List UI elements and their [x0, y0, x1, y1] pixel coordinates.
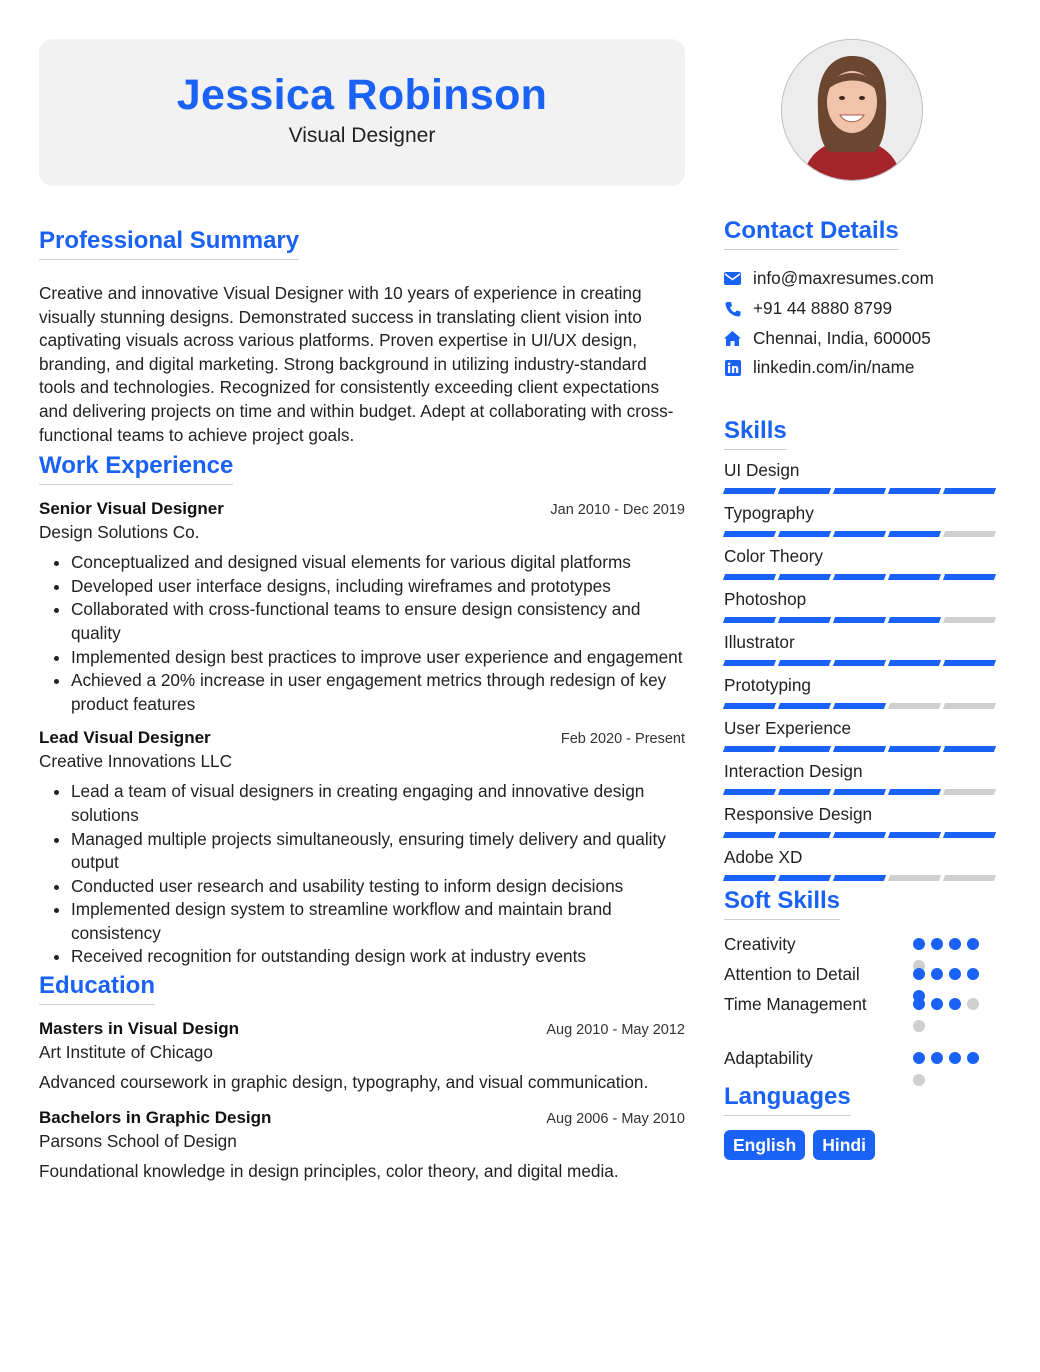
job-role: Lead Visual Designer [39, 728, 211, 748]
soft-skills-section [724, 886, 1000, 1082]
rating-dot [967, 938, 979, 950]
soft-skill-name: Time Management [724, 993, 867, 1014]
skill-level-segment [943, 488, 996, 494]
job-bullet: • Implemented design system to streamline workflow and maintain brand consistency [71, 898, 685, 945]
experience-heading: Work Experience [39, 451, 233, 485]
rating-dot [913, 938, 925, 950]
skill-name: Adobe XD [724, 846, 803, 867]
soft-skill-name: Adaptability [724, 1047, 813, 1068]
skill-level-segment [833, 703, 886, 709]
experience-section [39, 451, 685, 969]
main-column [39, 39, 685, 1183]
language-pill: Hindi [813, 1130, 875, 1160]
skill-level-segment [723, 703, 776, 709]
summary-heading: Professional Summary [39, 226, 299, 260]
skill-level-segment [943, 789, 996, 795]
skill-level-bar [724, 531, 995, 537]
home-icon [724, 330, 741, 347]
skill-level-segment [778, 617, 831, 623]
skill-level-segment [778, 531, 831, 537]
education-dates: Aug 2006 - May 2010 [546, 1110, 685, 1127]
name-header [39, 39, 685, 186]
job-bullet: • Managed multiple projects simultaneously, ensuring timely delivery and quality output [71, 828, 685, 875]
education-school: Parsons School of Design [39, 1130, 237, 1151]
soft-skill-item [724, 934, 1000, 964]
contact-address-text: Chennai, India, 600005 [753, 327, 931, 348]
rating-dot [931, 938, 943, 950]
rating-dot [949, 998, 961, 1010]
skill-level-bar [724, 574, 995, 580]
education-entry [39, 1108, 685, 1184]
rating-dot [949, 1052, 961, 1064]
candidate-name: Jessica Robinson [176, 71, 548, 119]
envelope-icon [724, 270, 741, 287]
skills-section [724, 416, 1000, 890]
education-description: Advanced coursework in graphic design, typography, and visual communication. [39, 1072, 649, 1093]
skill-level-segment [943, 617, 996, 623]
soft-skill-item [724, 994, 1000, 1048]
skill-level-segment [723, 832, 776, 838]
skill-level-segment [888, 703, 941, 709]
job-bullets [39, 780, 685, 969]
skill-level-segment [778, 703, 831, 709]
job-bullet: • Achieved a 20% increase in user engagement metrics through redesign of key product features [71, 669, 685, 716]
rating-dot [913, 1074, 925, 1086]
skill-level-segment [778, 488, 831, 494]
education-degree: Bachelors in Graphic Design [39, 1107, 272, 1127]
contact-email[interactable] [724, 264, 1000, 294]
skill-level-segment [833, 832, 886, 838]
profile-photo [781, 39, 923, 181]
skill-item [724, 546, 1000, 589]
contact-section [724, 216, 1000, 383]
skill-level-segment [888, 832, 941, 838]
education-description: Foundational knowledge in design principles, color theory, and digital media. [39, 1160, 619, 1181]
skill-level-segment [723, 660, 776, 666]
skill-name: Prototyping [724, 674, 811, 695]
rating-dot [967, 1052, 979, 1064]
skill-level-segment [833, 746, 886, 752]
skill-level-segment [778, 574, 831, 580]
skill-level-segment [833, 789, 886, 795]
skill-level-bar [724, 617, 995, 623]
skill-item [724, 632, 1000, 675]
skill-level-segment [778, 832, 831, 838]
skill-level-segment [833, 488, 886, 494]
skill-name: Responsive Design [724, 803, 873, 824]
skill-level-segment [833, 574, 886, 580]
job-dates: Jan 2010 - Dec 2019 [550, 502, 685, 519]
skill-name: User Experience [724, 717, 852, 738]
skill-level-segment [778, 875, 831, 881]
skills-list [724, 460, 1000, 890]
soft-skill-name: Attention to Detail [724, 963, 860, 984]
languages-section [724, 1082, 1000, 1160]
job-bullet: • Conducted user research and usability testing to inform design decisions [71, 875, 685, 899]
skill-level-segment [723, 746, 776, 752]
skill-item [724, 718, 1000, 761]
education-entry [39, 1019, 685, 1095]
summary-text: Creative and innovative Visual Designer with 10 years of experience in creating visually stunning designs. Demonstrated success in translating client vision into captivating visuals across various platforms. Proven expertise in UI/UX design, branding, and digital marketing. Strong background in utilizing industry-standard tools and technologies. Recognized for consistently exceeding client expectations and delivering projects on time and within budget. Adept at collaborating with cross-functional teams to achieve project goals. [39, 283, 674, 445]
job-bullet: • Collaborated with cross-functional teams to ensure design consistency and quality [71, 598, 685, 645]
rating-dot [913, 998, 925, 1010]
skill-name: UI Design [724, 459, 800, 480]
skill-level-segment [833, 531, 886, 537]
job-company: Creative Innovations LLC [39, 751, 232, 772]
language-pill: English [724, 1130, 805, 1160]
soft-skill-rating [913, 998, 993, 1032]
skill-level-segment [723, 531, 776, 537]
job-role: Senior Visual Designer [39, 499, 224, 519]
skill-level-segment [888, 617, 941, 623]
rating-dot [913, 1052, 925, 1064]
skill-level-segment [943, 574, 996, 580]
skill-level-segment [943, 660, 996, 666]
skill-level-bar [724, 703, 995, 709]
skill-level-segment [723, 875, 776, 881]
linkedin-icon [724, 359, 741, 376]
skill-level-segment [833, 875, 886, 881]
rating-dot [913, 968, 925, 980]
rating-dot [949, 938, 961, 950]
skill-level-segment [723, 789, 776, 795]
skills-heading: Skills [724, 416, 787, 450]
skill-level-segment [778, 746, 831, 752]
contact-address [724, 323, 1000, 353]
skill-level-segment [833, 660, 886, 666]
skill-level-segment [723, 574, 776, 580]
skill-name: Illustrator [724, 631, 795, 652]
job-company: Design Solutions Co. [39, 522, 200, 543]
contact-heading: Contact Details [724, 216, 899, 250]
skill-level-segment [723, 488, 776, 494]
job-entry [39, 499, 685, 716]
job-dates: Feb 2020 - Present [560, 731, 685, 748]
skill-name: Photoshop [724, 588, 807, 609]
skill-level-segment [723, 617, 776, 623]
skill-item [724, 460, 1000, 503]
job-bullet: • Conceptualized and designed visual elements for various digital platforms [71, 551, 685, 575]
job-bullet: • Received recognition for outstanding design work at industry events [71, 945, 685, 969]
soft-skill-item [724, 964, 1000, 994]
languages-list [724, 1130, 1000, 1160]
skill-level-segment [943, 832, 996, 838]
skill-level-segment [888, 746, 941, 752]
candidate-title: Visual Designer [288, 124, 436, 147]
skill-level-bar [724, 660, 995, 666]
skill-level-bar [724, 789, 995, 795]
job-bullets [39, 551, 685, 716]
education-school: Art Institute of Chicago [39, 1042, 213, 1063]
skill-level-bar [724, 832, 995, 838]
rating-dot [931, 968, 943, 980]
contact-phone[interactable] [724, 294, 1000, 324]
skill-item [724, 761, 1000, 804]
rating-dot [967, 968, 979, 980]
skill-name: Color Theory [724, 545, 824, 566]
profile-photo-image [782, 40, 922, 180]
skill-item [724, 847, 1000, 890]
skill-name: Typography [724, 502, 814, 523]
skill-level-segment [943, 875, 996, 881]
skill-item [724, 589, 1000, 632]
skill-item [724, 503, 1000, 546]
rating-dot [931, 998, 943, 1010]
languages-heading: Languages [724, 1082, 851, 1116]
soft-skill-item [724, 1048, 1000, 1082]
skill-level-segment [888, 660, 941, 666]
skill-level-segment [888, 574, 941, 580]
rating-dot [967, 998, 979, 1010]
job-bullet: • Lead a team of visual designers in creating engaging and innovative design solutions [71, 780, 685, 827]
summary-section [39, 226, 685, 447]
skill-level-segment [888, 875, 941, 881]
skill-level-segment [943, 531, 996, 537]
skill-item [724, 804, 1000, 847]
education-degree: Masters in Visual Design [39, 1019, 239, 1039]
skill-level-segment [778, 789, 831, 795]
contact-phone-text: +91 44 8880 8799 [753, 298, 893, 319]
rating-dot [913, 1020, 925, 1032]
skill-level-segment [943, 703, 996, 709]
skill-level-segment [778, 660, 831, 666]
job-bullet: • Implemented design best practices to improve user experience and engagement [71, 646, 685, 670]
skill-item [724, 675, 1000, 718]
skill-level-bar [724, 875, 995, 881]
skill-level-bar [724, 746, 995, 752]
rating-dot [949, 968, 961, 980]
soft-skills-list [724, 934, 1000, 1082]
sidebar [724, 39, 1000, 1160]
contact-email-text: info@maxresumes.com [753, 268, 934, 289]
skill-level-segment [888, 488, 941, 494]
skill-level-segment [943, 746, 996, 752]
skill-name: Interaction Design [724, 760, 863, 781]
education-heading: Education [39, 971, 155, 1005]
education-section [39, 971, 685, 1183]
job-bullet: • Developed user interface designs, including wireframes and prototypes [71, 575, 685, 599]
education-dates: Aug 2010 - May 2012 [546, 1022, 685, 1039]
skill-level-bar [724, 488, 995, 494]
contact-linkedin[interactable] [724, 353, 1000, 383]
job-entry [39, 728, 685, 969]
soft-skills-heading: Soft Skills [724, 886, 840, 920]
skill-level-segment [888, 531, 941, 537]
phone-icon [724, 300, 741, 317]
rating-dot [931, 1052, 943, 1064]
skill-level-segment [888, 789, 941, 795]
contact-linkedin-text: linkedin.com/in/name [753, 357, 915, 378]
soft-skill-name: Creativity [724, 933, 796, 954]
skill-level-segment [833, 617, 886, 623]
soft-skill-rating [913, 1052, 993, 1086]
